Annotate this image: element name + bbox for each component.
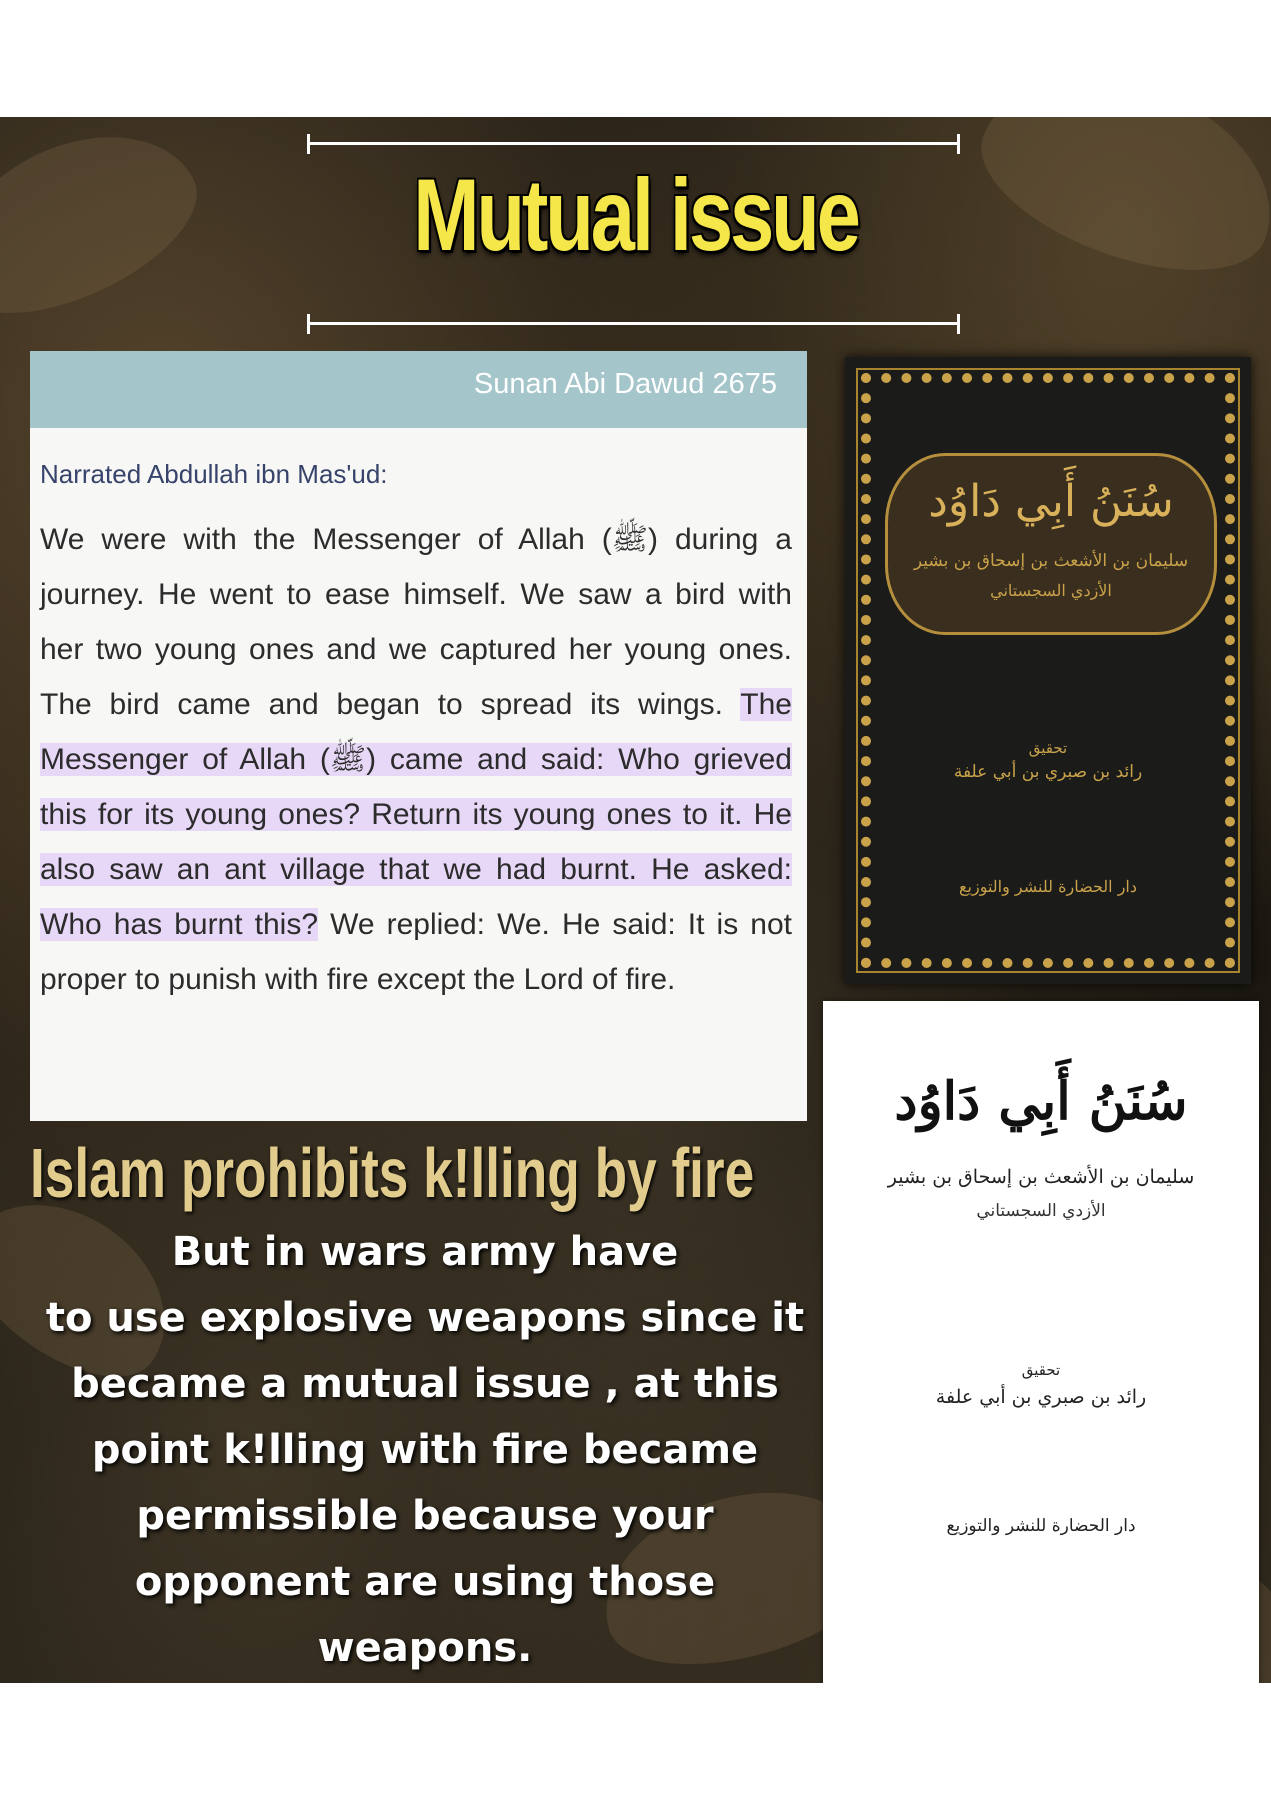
page-title: Mutual issue	[413, 158, 858, 272]
body-line: weapons.	[317, 1625, 533, 1671]
book-cover-publisher: دار الحضارة للنشر والتوزيع	[959, 877, 1137, 896]
book-cover-tahqiq: تحقيق	[1028, 739, 1068, 757]
hadith-text-part: We were with the Messenger of Allah (ﷺ) during a journey. He went to ease himself. We saw a bird with her two young ones and we captured her young ones. The bird came and began to spread its wings.	[40, 523, 792, 721]
hadith-text	[40, 512, 792, 1007]
title-page-author: سليمان بن الأشعث بن إسحاق بن بشير	[887, 1166, 1195, 1188]
body-line: point k!lling with fire became	[91, 1427, 759, 1473]
title-bottom-rule-cap	[957, 314, 960, 334]
title-bottom-rule	[309, 322, 959, 325]
book-cover-editor: رائد بن صبري بن أبي علفة	[953, 762, 1143, 782]
hadith-card	[30, 351, 807, 1121]
hadith-text-part: We replied: We. He said: It is not proper to punish with fire except the Lord of fire.	[40, 908, 792, 996]
title-page-publisher: دار الحضارة للنشر والتوزيع	[946, 1516, 1136, 1536]
book-cover-author: سليمان بن الأشعث بن إسحاق بن بشير	[913, 551, 1189, 571]
title-top-rule	[309, 142, 959, 145]
title-bottom-rule-cap	[307, 314, 310, 334]
title-page-tahqiq: تحقيق	[1021, 1361, 1061, 1379]
book-cover-title: سُنَنُ أَبِي دَاوُد	[928, 476, 1174, 527]
title-page-title: سُنَنُ أَبِي دَاوُد	[894, 1071, 1188, 1132]
title-page-editor: رائد بن صبري بن أبي علفة	[935, 1386, 1147, 1408]
title-top-rule-cap	[307, 134, 310, 154]
body-line: opponent are using those	[134, 1559, 716, 1605]
body-line: permissible because your	[136, 1493, 714, 1539]
caption-heading: Islam prohibits k!lling by fire	[30, 1134, 755, 1212]
body-line: to use explosive weapons since it	[45, 1295, 805, 1341]
body-line: But in wars army have	[171, 1229, 679, 1275]
hadith-source: Sunan Abi Dawud 2675	[473, 368, 777, 400]
body-line: became a mutual issue , at this	[71, 1361, 779, 1407]
body-paragraph	[30, 1219, 820, 1681]
title-plaque	[885, 453, 1217, 635]
book-cover-nisba: الأزدي السجستاني	[990, 581, 1112, 600]
title-top-rule-cap	[957, 134, 960, 154]
book-title-page-image	[823, 1001, 1259, 1683]
hadith-narrator: Narrated Abdullah ibn Mas'ud:	[40, 459, 388, 489]
title-page-nisba: الأزدي السجستاني	[976, 1201, 1106, 1221]
poster-background	[0, 117, 1271, 1683]
hadith-card-header	[30, 351, 807, 428]
book-cover-image	[845, 357, 1251, 984]
hadith-text-highlight: The Messenger of Allah (ﷺ) came and said: Who grieved this for its young ones? Return its young ones to it. He also saw an ant village that we had burnt. He asked: Who has burnt this?	[40, 688, 792, 941]
